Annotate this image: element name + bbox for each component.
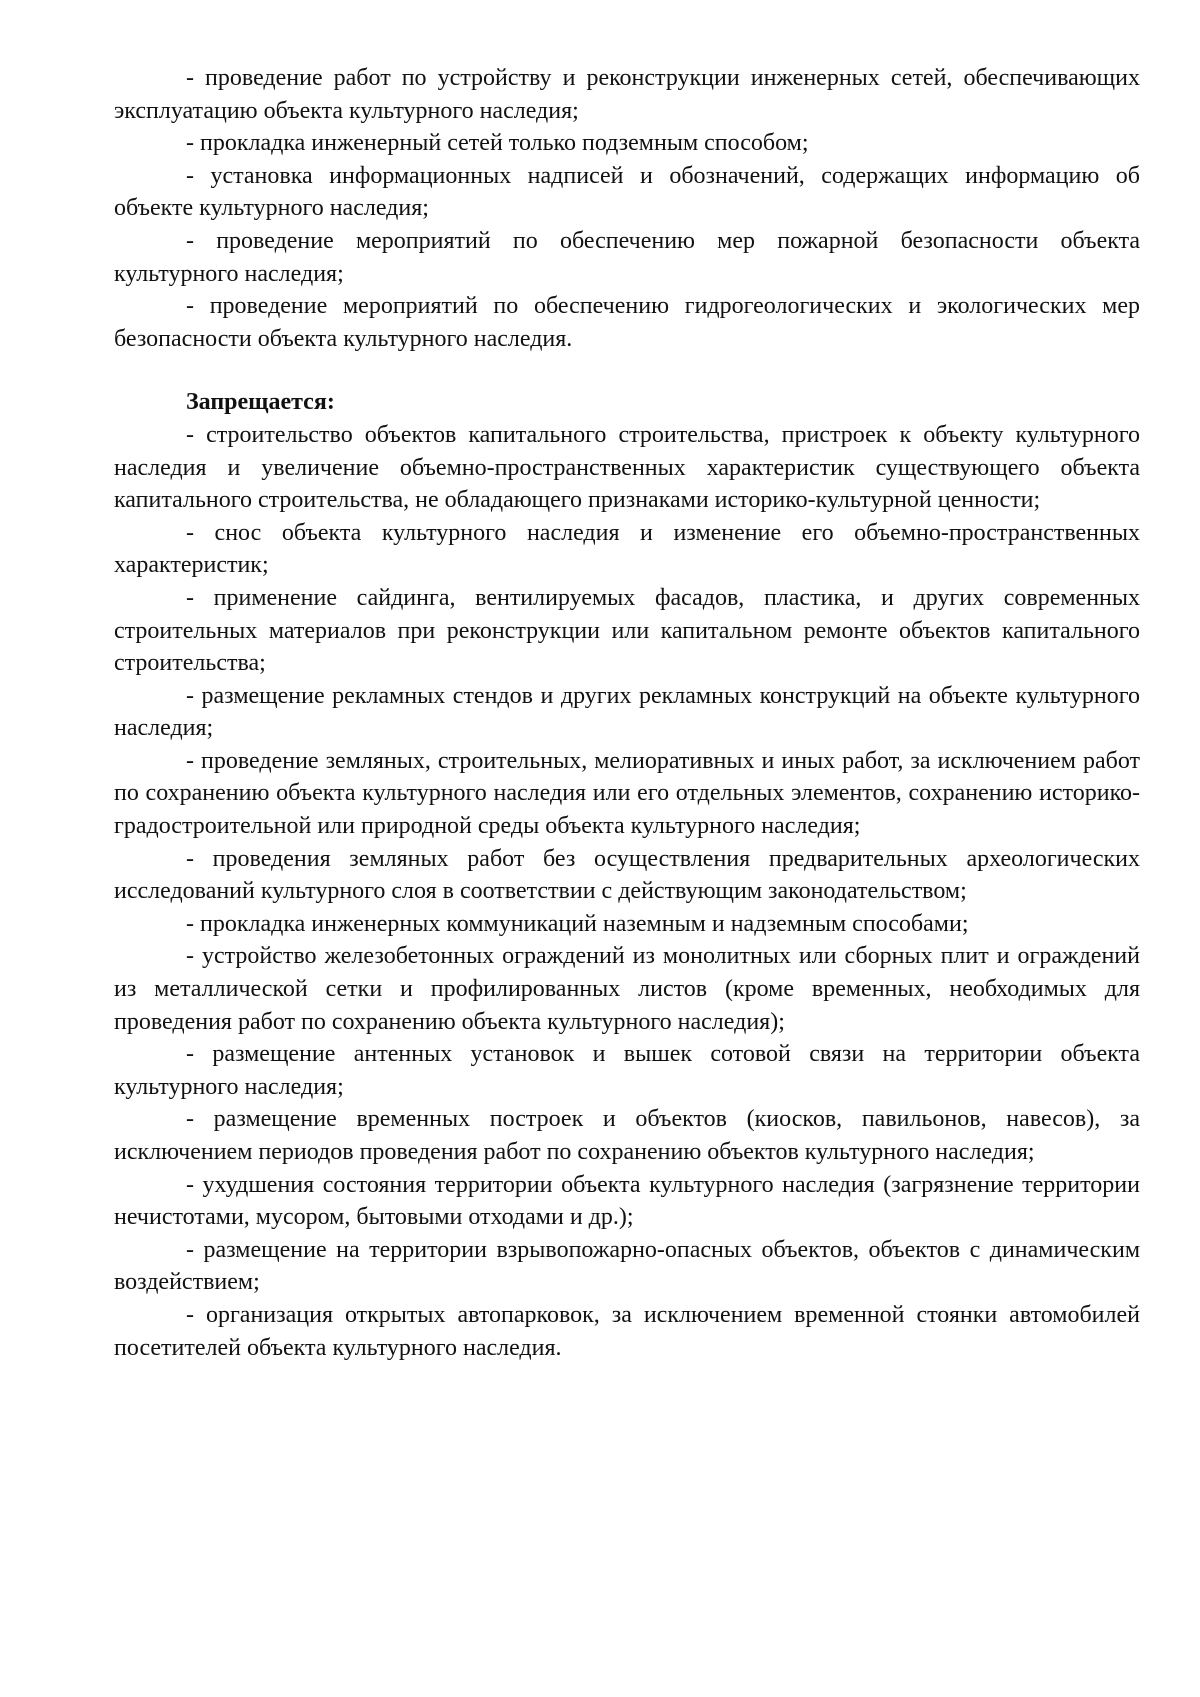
list-item: - проведение работ по устройству и реконструкции инженерных сетей, обеспечивающих эксплуатацию объекта культурного наследия; [114, 65, 1140, 124]
list-item: - прокладка инженерный сетей только подземным способом; [186, 130, 809, 157]
permitted-list [114, 62, 1140, 355]
list-item: - проведение земляных, строительных, мелиоративных и иных работ, за исключением работ по сохранению объекта культурного наследия или его отдельных элементов, сохранению историко-градостроительной или природной среды объекта культурного наследия; [114, 747, 1140, 840]
list-item: - устройство железобетонных ограждений из монолитных или сборных плит и ограждений из металлической сетки и профилированных листов (кроме временных, необходимых для проведения работ по сохранению объекта культурного наследия); [114, 943, 1140, 1035]
list-item: - размещение рекламных стендов и других рекламных конструкций на объекте культурного наследия; [114, 682, 1140, 742]
list-item: - применение сайдинга, вентилируемых фасадов, пластика, и других современных строительных материалов при реконструкции или капитальном ремонте объектов капитального строительства; [114, 584, 1140, 677]
list-item: - строительство объектов капитального строительства, пристроек к объекту культурного наследия и увеличение объемно-пространственных характеристик существующего объекта капитального строительства, не обладающего признаками историко-культурной ценности; [114, 421, 1140, 514]
list-item: - размещение на территории взрывопожарно-опасных объектов, объектов с динамическим воздействием; [114, 1236, 1140, 1296]
list-item: - снос объекта культурного наследия и изменение его объемно-пространственных характеристик; [114, 519, 1140, 579]
list-item: - прокладка инженерных коммуникаций наземным и надземным способами; [186, 910, 969, 937]
list-item: - проведение мероприятий по обеспечению мер пожарной безопасности объекта культурного наследия; [114, 227, 1140, 287]
list-item: - установка информационных надписей и обозначений, содержащих информацию об объекте культурного наследия; [114, 162, 1140, 222]
list-item: - организация открытых автопарковок, за исключением временной стоянки автомобилей посетителей объекта культурного наследия. [114, 1301, 1140, 1361]
list-item: - проведение мероприятий по обеспечению гидрогеологических и экологических мер безопасности объекта культурного наследия. [114, 293, 1140, 352]
prohibited-list [114, 419, 1140, 1364]
prohibited-heading: Запрещается: [186, 389, 335, 416]
list-item: - размещение антенных установок и вышек сотовой связи на территории объекта культурного наследия; [114, 1041, 1140, 1100]
list-item: - размещение временных построек и объектов (киосков, павильонов, навесов), за исключением периодов проведения работ по сохранению объектов культурного наследия; [114, 1106, 1140, 1165]
list-item: - проведения земляных работ без осуществления предварительных археологических исследований культурного слоя в соответствии с действующим законодательством; [114, 845, 1140, 905]
document-page [114, 62, 1140, 1364]
list-item: - ухудшения состояния территории объекта культурного наследия (загрязнение территории нечистотами, мусором, бытовыми отходами и др.); [114, 1171, 1140, 1231]
